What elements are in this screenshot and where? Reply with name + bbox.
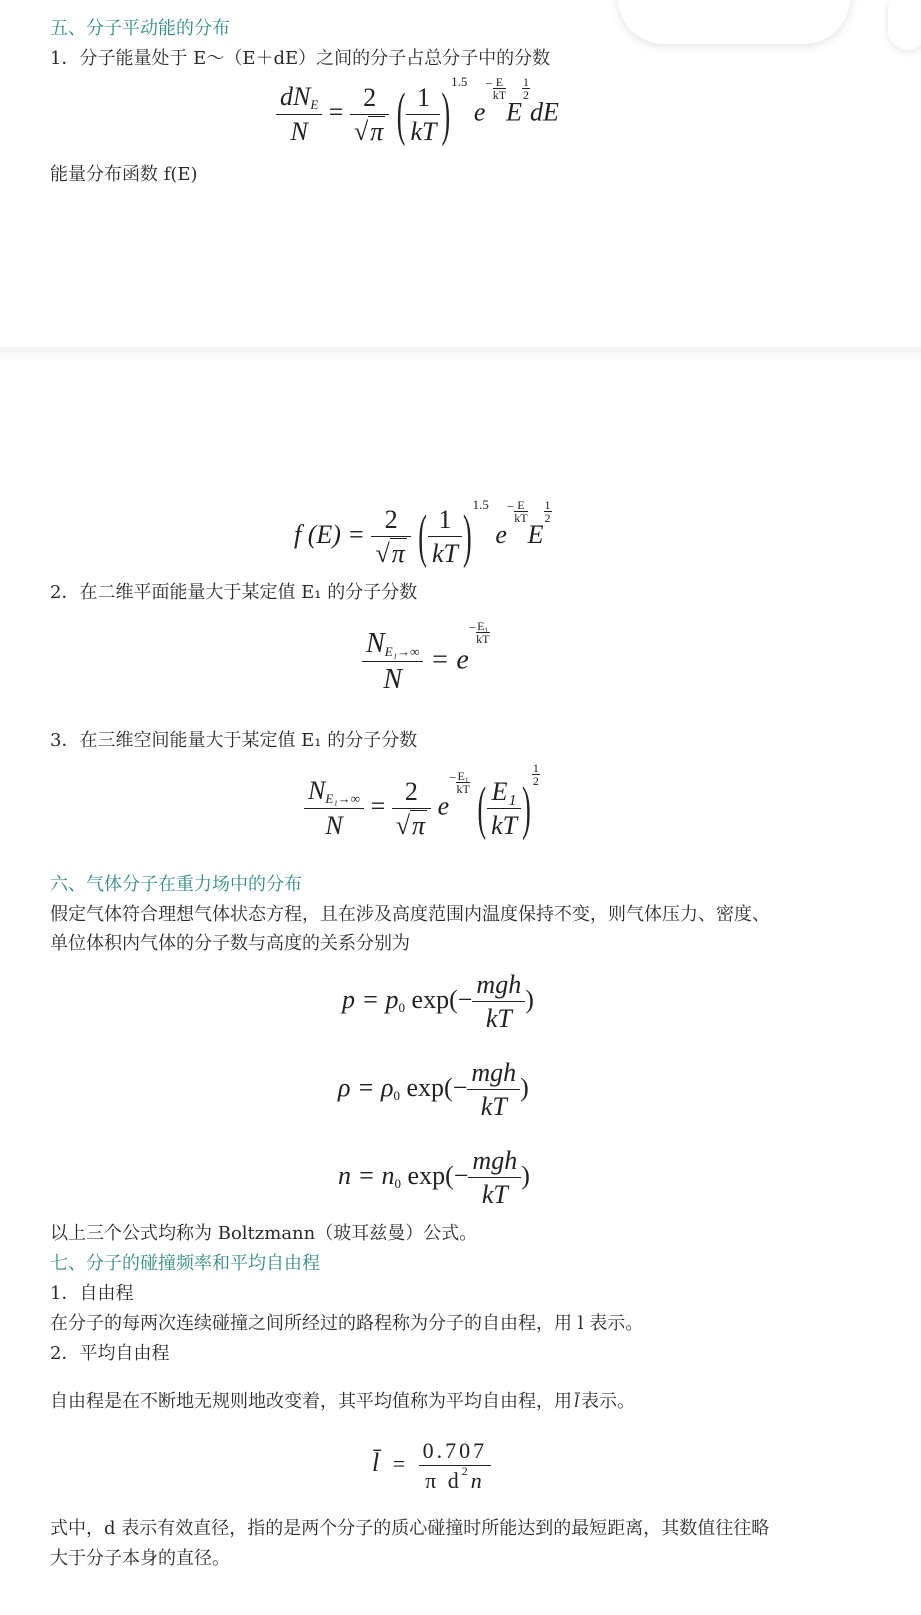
equation-number-density: $n = n_0$ exp(− $\frac{\text{mgh}}{kT}$ ) bbox=[338, 1146, 530, 1209]
section5-item1: 1．分子能量处于 E～（E＋dE）之间的分子占总分子中的分数 bbox=[50, 48, 551, 69]
equation-pressure: $p = p_0$ exp(− $\frac{\text{mgh}}{kT}$ ) bbox=[342, 970, 534, 1033]
section5-item2: 2．在二维平面能量大于某定值 E₁ 的分子分数 bbox=[50, 582, 418, 603]
section7-item1: 1．自由程 bbox=[50, 1283, 134, 1304]
section6-heading: 六、气体分子在重力场中的分布 bbox=[50, 874, 302, 895]
equation-mean-free-path: l̄ = $\frac{0.707}{\text{π d2n}}$ bbox=[372, 1438, 491, 1494]
section7-item1-desc: 在分子的每两次连续碰撞之间所经过的路程称为分子的自由程，用 l 表示。 bbox=[50, 1313, 644, 1334]
section6-line2: 单位体积内气体的分子数与高度的关系分别为 bbox=[50, 933, 410, 954]
energy-distribution-label: 能量分布函数 f(E) bbox=[50, 164, 198, 185]
boltzmann-note: 以上三个公式均称为 Boltzmann（玻耳兹曼）公式。 bbox=[50, 1223, 478, 1244]
section7-item2: 2．平均自由程 bbox=[50, 1343, 170, 1364]
floating-toolbar-pill[interactable] bbox=[618, 0, 850, 44]
equation-energy-distribution-function: f (E) = $\frac{2}{√\pi}$ ( $\frac{1}{kT}$ )1.5 e− $\frac{E}{kT}$ E $\frac{1}{2}$ bbox=[294, 497, 551, 570]
equation-3d-fraction: $\frac{N_{E_1\to\infty}}{N}$ = $\frac{2}{√\pi}$ e− $\frac{\text{E₁}}{kT}$ ( $\frac{\text{E₁}}{kT}$ ) $\frac{1}{2}$ bbox=[304, 776, 540, 841]
equation-2d-fraction: $\frac{N_{E_1\to\infty}}{N}$ = e− $\frac{\text{E₁}}{kT}$ bbox=[362, 628, 490, 696]
section5-item3: 3．在三维空间能量大于某定值 E₁ 的分子分数 bbox=[50, 730, 418, 751]
equation-energy-fraction: $\frac{dN_E}{N}$ = $\frac{2}{√\pi}$ ( $\frac{1}{kT}$ )1.5 e− $\frac{E}{kT}$ E $\frac{1}{2}$ dE bbox=[276, 82, 559, 147]
closing-line2: 大于分子本身的直径。 bbox=[50, 1548, 230, 1569]
page-break-shade bbox=[0, 347, 921, 363]
closing-line1: 式中，d 表示有效直径，指的是两个分子的质心碰撞时所能达到的最短距离，其数值往往略 bbox=[50, 1518, 770, 1539]
section7-heading: 七、分子的碰撞频率和平均自由程 bbox=[50, 1253, 320, 1274]
section5-heading: 五、分子平动能的分布 bbox=[50, 18, 230, 39]
section6-line1: 假定气体符合理想气体状态方程，且在涉及高度范围内温度保持不变，则气体压力、密度、 bbox=[50, 904, 770, 925]
floating-button-edge[interactable] bbox=[888, 0, 921, 50]
section7-item2-desc: 自由程是在不断地无规则地改变着，其平均值称为平均自由程，用 l̄ 表示。 bbox=[50, 1391, 636, 1412]
equation-density: $\rho = \rho_0$ exp(− $\frac{\text{mgh}}{kT}$ ) bbox=[338, 1058, 529, 1121]
